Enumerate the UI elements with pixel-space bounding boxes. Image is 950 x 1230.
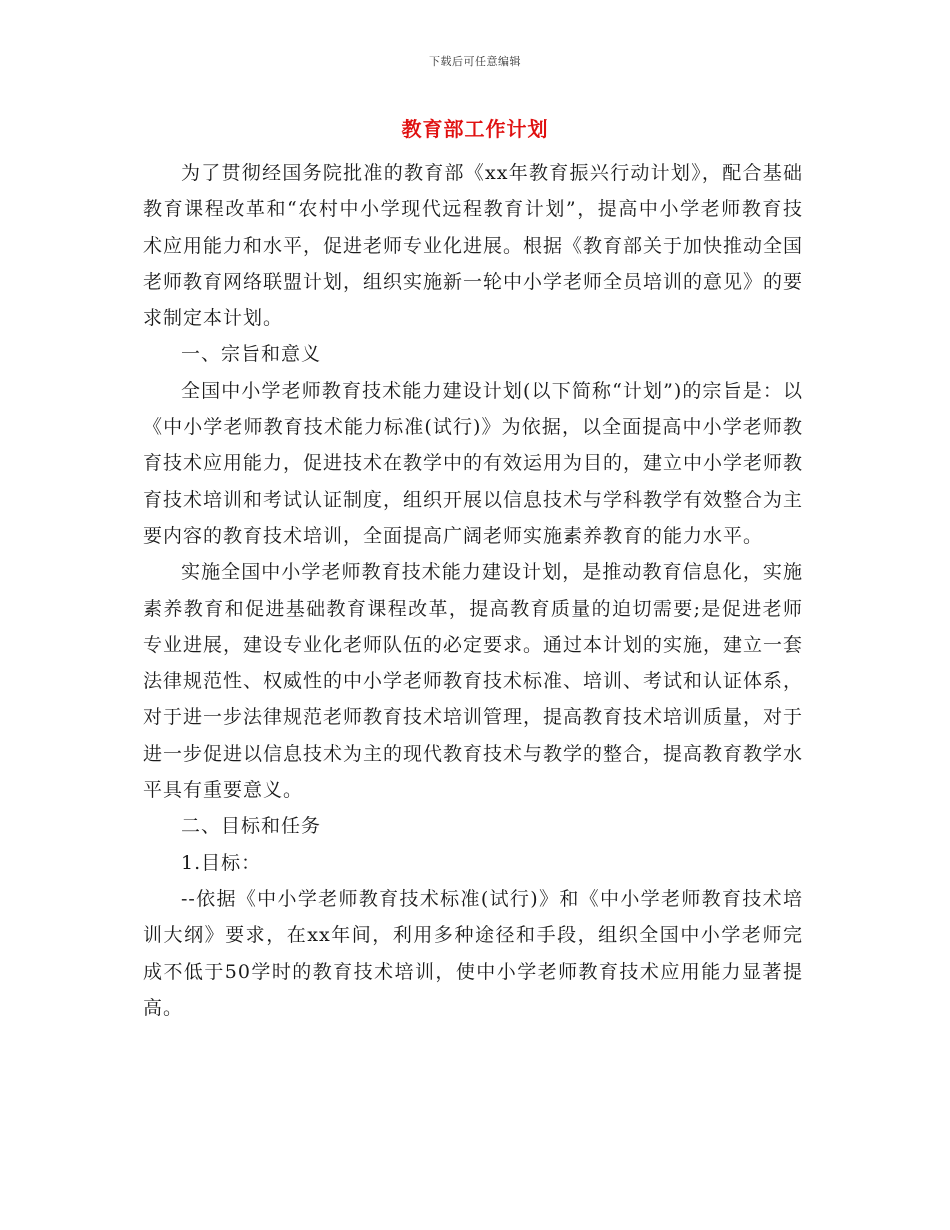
goals-paragraph: --依据《中小学老师教育技术标准(试行)》和《中小学老师教育技术培训大纲》要求，在xx年间，利用多种途径和手段，组织全国中小学老师完成不低于50学时的教育技术培训，使中小学老师教育技术应用能力显著提高。 [143,887,803,1019]
section-heading-purpose: 一、宗旨和意义 [181,343,322,366]
purpose-paragraph: 全国中小学老师教育技术能力建设计划(以下简称“计划”)的宗旨是：以《中小学老师教育技术能力标准(试行)》为依据，以全面提高中小学老师教育技术应用能力，促进技术在教学中的有效运用为目的，建立中小学老师教育技术培训和考试认证制度，组织开展以信息技术与学科教学有效整合为主要内容的教育技术培训，全面提高广阔老师实施素养教育的能力水平。 [143,379,804,547]
significance-paragraph: 实施全国中小学老师教育技术能力建设计划，是推动教育信息化，实施素养教育和促进基础教育课程改革，提高教育质量的迫切需要;是促进老师专业进展，建设专业化老师队伍的必定要求。通过本计划的实施，建立一套法律规范性、权威性的中小学老师教育技术标准、培训、考试和认证体系，对于进一步法律规范老师教育技术培训管理，提高教育技术培训质量，对于进一步促进以信息技术为主的现代教育技术与教学的整合，提高教育教学水平具有重要意义。 [143,561,804,802]
document-body [143,155,803,1026]
header-note: 下载后可任意编辑 [429,55,521,68]
goals-subheading: 1.目标： [181,851,262,874]
intro-paragraph: 为了贯彻经国务院批准的教育部《xx年教育振兴行动计划》，配合基础教育课程改革和“农村中小学现代远程教育计划”，提高中小学老师教育技术应用能力和水平，促进老师专业化进展。根据《教育部关于加快推动全国老师教育网络联盟计划，组织实施新一轮中小学老师全员培训的意见》的要求制定本计划。 [143,162,804,330]
section-heading-goals: 二、目标和任务 [181,815,322,838]
document-title: 教育部工作计划 [401,117,549,141]
